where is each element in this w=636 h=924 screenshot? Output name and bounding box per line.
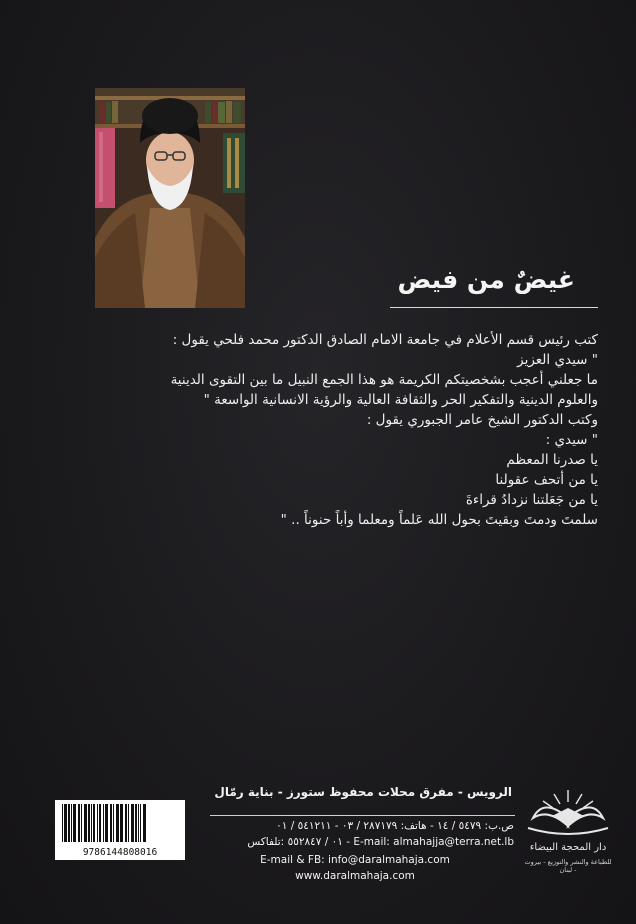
barcode-bar — [91, 804, 92, 842]
publisher-contact — [196, 818, 514, 850]
barcode-bar — [116, 804, 119, 842]
publisher-phone: ص.ب: ٥٤٧٩ / ١٤ - هاتف: ٢٨٧١٧٩ / ٠٣ - ٥٤١٢١١ / ٠١ — [276, 820, 514, 832]
publisher-email: E-mail: almahajja@terra.net.lb - ٠١ / ٥٥٢٨٤٧ :تلفاكس — [247, 836, 514, 848]
barcode-bar — [105, 804, 108, 842]
quotes-block — [70, 330, 598, 530]
barcode-bar — [78, 804, 80, 842]
barcode-bars — [60, 804, 180, 844]
author-photo — [95, 88, 245, 308]
barcode-bar — [120, 804, 123, 842]
quote-line: يا صدرنا المعظم — [506, 452, 598, 468]
title-divider — [390, 307, 598, 308]
quote-line: يا من أتحف عقولنا — [495, 472, 598, 488]
barcode-bar — [71, 804, 72, 842]
quote-line: كتب رئيس قسم الأعلام في جامعة الامام الصادق الدكتور محمد فلحي يقول : — [172, 332, 598, 348]
barcode-bar — [68, 804, 70, 842]
quote-line: سلمتَ ودمتَ وبقيتَ بحول الله عَلماً ومعلما وأباً حنوناً .. " — [280, 512, 598, 528]
barcode-bar — [93, 804, 95, 842]
barcode-bar — [64, 804, 67, 842]
barcode-bar — [110, 804, 112, 842]
barcode-bar — [99, 804, 101, 842]
barcode-bar — [128, 804, 129, 842]
isbn-barcode — [55, 800, 185, 860]
quote-line: وكتب الدكتور الشيخ عامر الجبوري يقول : — [366, 412, 598, 428]
footer-divider — [210, 815, 515, 816]
quote-line: " سيدي العزيز — [517, 352, 598, 368]
barcode-bar — [88, 804, 90, 842]
barcode-bar — [113, 804, 114, 842]
quote-line: " سيدي : — [545, 432, 598, 448]
quote-line: والعلوم الدينية والتفكير الحر والثقافة العالية والرؤية الانسانية الواسعة " — [203, 392, 598, 408]
barcode-bar — [140, 804, 141, 842]
barcode-bar — [84, 804, 87, 842]
barcode-bar — [131, 804, 134, 842]
barcode-bar — [81, 804, 82, 842]
publisher-website: www.daralmahaja.com — [295, 870, 415, 882]
barcode-bar — [62, 804, 63, 842]
publisher-logo-subtitle: للطباعة والنشر والتوزيع - بيروت - لبنان — [524, 858, 612, 874]
isbn-number: 9786144808016 — [82, 847, 158, 858]
barcode-bar — [97, 804, 98, 842]
barcode-bar — [125, 804, 127, 842]
quote-line: يا من جَعَلتنا نزدادُ قراءةَ — [465, 492, 598, 508]
barcode-bar — [143, 804, 146, 842]
quote-line: ما جعلني أعجب بشخصيتكم الكريمة هو هذا الجمع النبيل ما بين التقوى الدينية — [170, 372, 598, 388]
publisher-logo-name: دار المحجة البيضاء — [529, 842, 607, 853]
barcode-bar — [103, 804, 104, 842]
barcode-bar — [135, 804, 137, 842]
publisher-address: الرويس - مفرق محلات محفوظ ستورز - بناية رمّال — [214, 785, 512, 799]
barcode-bar — [73, 804, 76, 842]
book-title: غيضٌ من فيض — [397, 265, 575, 294]
publisher-email-fb: E-mail & FB: info@daralmahaja.com — [260, 854, 450, 866]
publisher-web — [255, 852, 455, 884]
barcode-bar — [138, 804, 139, 842]
